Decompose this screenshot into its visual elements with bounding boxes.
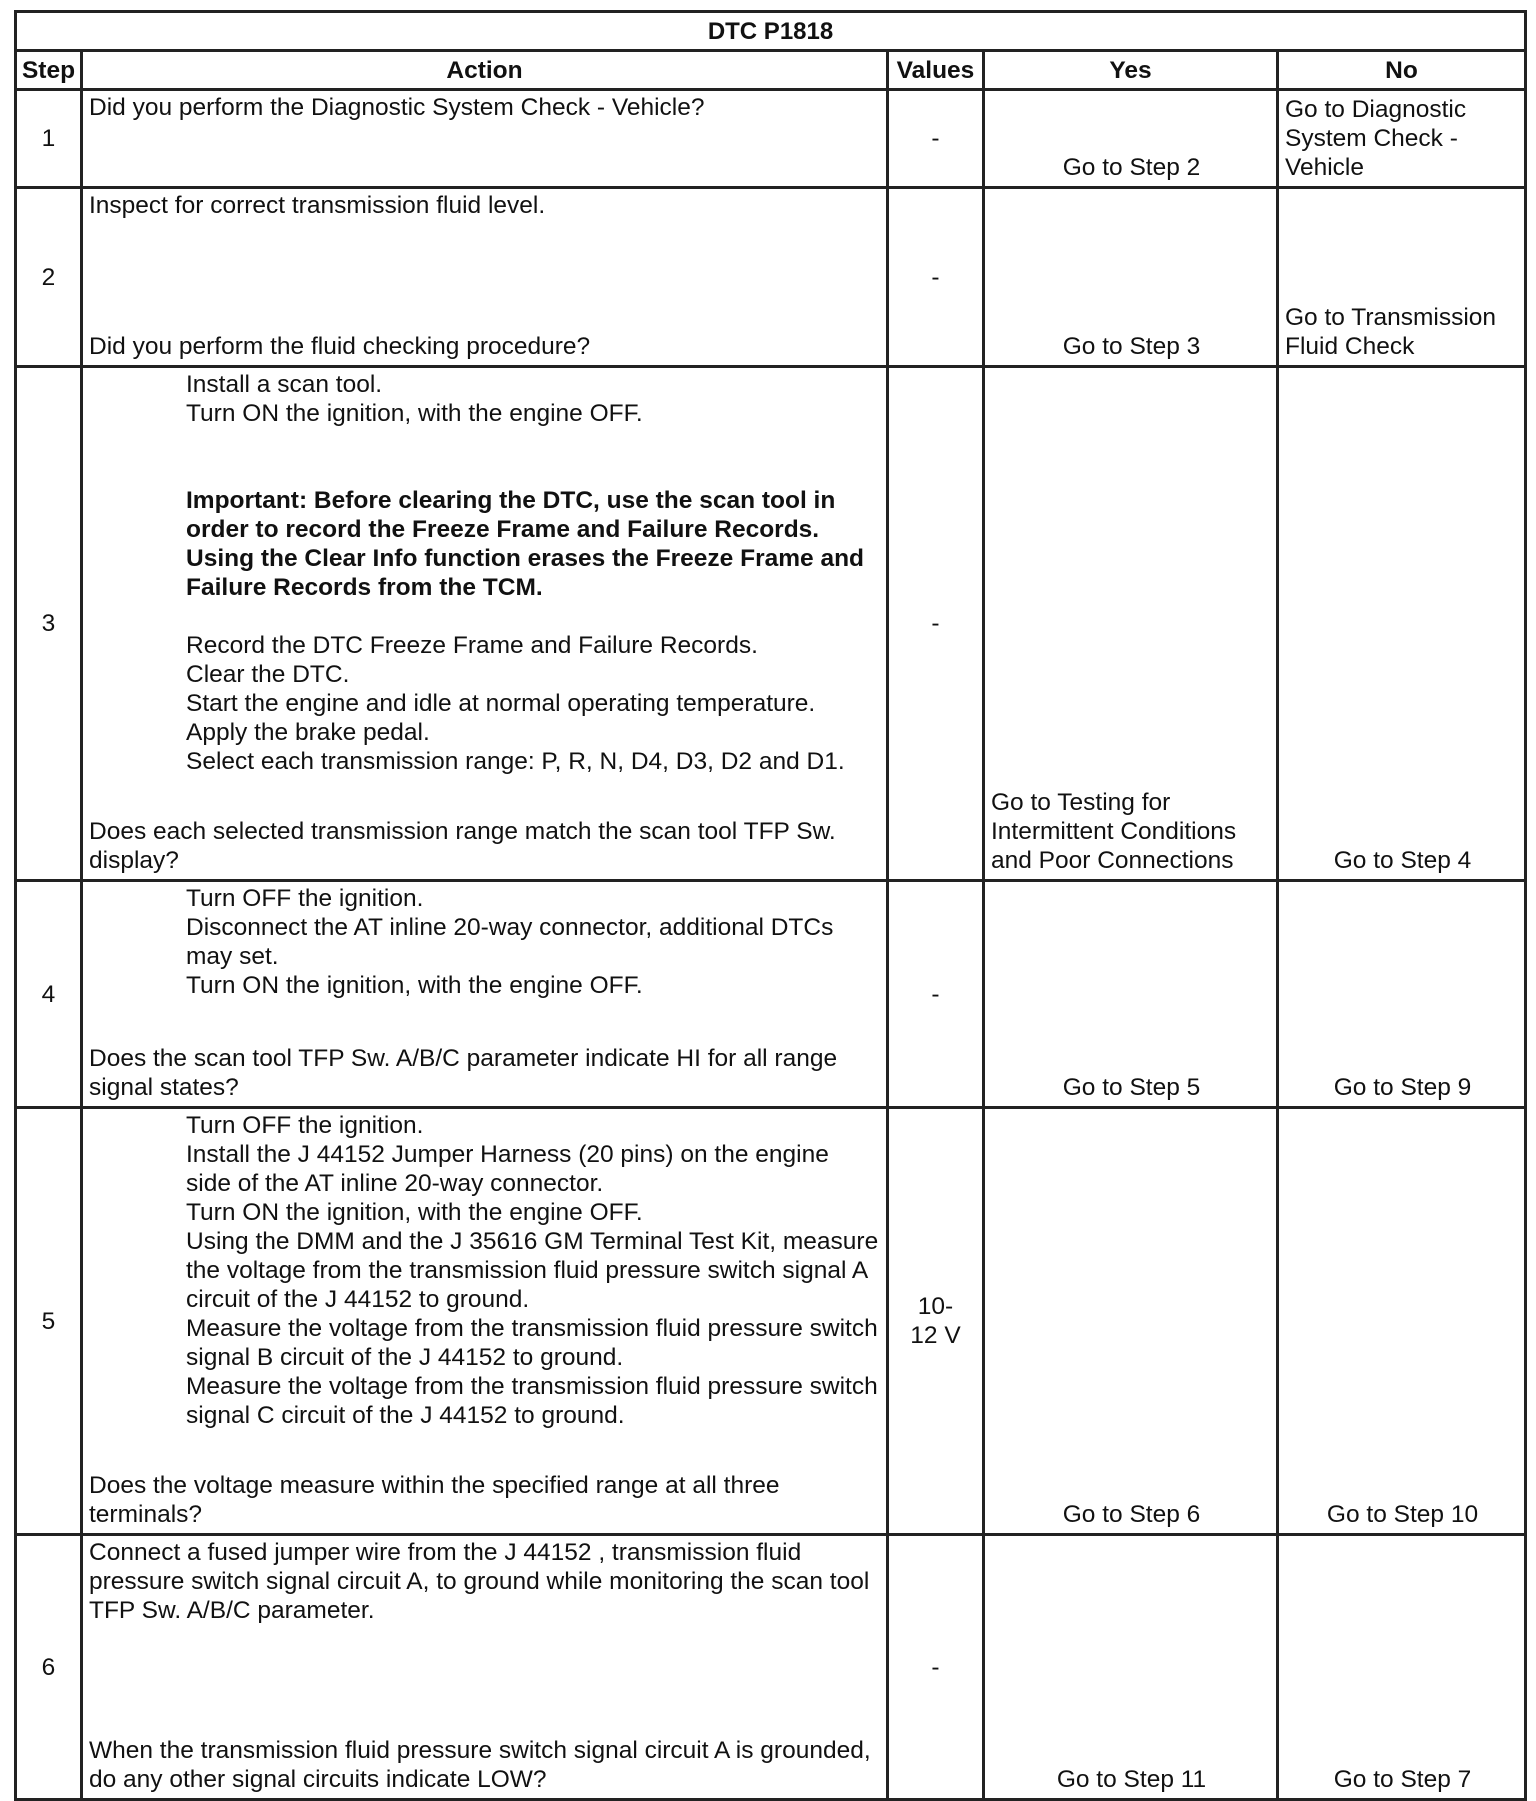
action-cell xyxy=(82,1535,888,1800)
substep: Install the J 44152 Jumper Harness (20 pins) on the engine side of the AT inline 20-way connector. xyxy=(186,1141,829,1197)
substep: Select each transmission range: P, R, N, D4, D3, D2 and D1. xyxy=(186,748,845,775)
table-title: DTC P1818 xyxy=(16,12,1526,51)
substep: Measure the voltage from the transmission fluid pressure switch signal C circuit of the J 44152 to ground. xyxy=(186,1373,878,1429)
substep: Install a scan tool. xyxy=(186,371,383,398)
header-step: Step xyxy=(16,51,82,90)
table-row xyxy=(16,1535,1526,1800)
substep: Turn ON the ignition, with the engine OFF. xyxy=(186,1199,643,1226)
action-text: Inspect for correct transmission fluid level. xyxy=(89,192,546,219)
header-no: No xyxy=(1278,51,1526,90)
action-question: Does the voltage measure within the specified range at all three terminals? xyxy=(89,1472,780,1528)
action-question: Does each selected transmission range match the scan tool TFP Sw. display? xyxy=(89,818,836,874)
value-cell: - xyxy=(888,188,984,367)
value-cell xyxy=(888,1108,984,1535)
important-note: Important: Before clearing the DTC, use the scan tool in order to record the Freeze Frame and Failure Records. Using the Clear Info function erases the Freeze Frame and Failure Records from the TCM. xyxy=(186,487,864,601)
action-question: When the transmission fluid pressure switch signal circuit A is grounded, do any other signal circuits indicate LOW? xyxy=(89,1737,871,1793)
action-cell xyxy=(82,367,888,881)
yes-cell: Go to Step 6 xyxy=(984,1108,1278,1535)
action-question: Did you perform the fluid checking procedure? xyxy=(89,333,591,360)
yes-cell: Go to Step 11 xyxy=(984,1535,1278,1800)
dtc-table-sheet xyxy=(14,10,1524,1801)
substep: Turn ON the ignition, with the engine OFF. xyxy=(186,972,643,999)
header-row xyxy=(16,51,1526,90)
substep-group xyxy=(83,1109,886,1430)
action-cell xyxy=(82,881,888,1108)
substep: Record the DTC Freeze Frame and Failure Records. xyxy=(186,632,758,659)
table-row xyxy=(16,881,1526,1108)
substep: Apply the brake pedal. xyxy=(186,719,430,746)
action-question: Does the scan tool TFP Sw. A/B/C parameter indicate HI for all range signal states? xyxy=(89,1045,838,1101)
action-cell xyxy=(82,188,888,367)
substep: Clear the DTC. xyxy=(186,661,350,688)
title-row xyxy=(16,12,1526,51)
yes-cell: Go to Step 3 xyxy=(984,188,1278,367)
value-cell: - xyxy=(888,1535,984,1800)
no-cell: Go to Diagnostic System Check - Vehicle xyxy=(1278,90,1526,188)
substep: Turn ON the ignition, with the engine OFF. xyxy=(186,400,643,427)
substep: Measure the voltage from the transmission fluid pressure switch signal B circuit of the J 44152 to ground. xyxy=(186,1315,878,1371)
action-text: Did you perform the Diagnostic System Check - Vehicle? xyxy=(89,94,705,121)
value-text: 10-12 V xyxy=(910,1293,961,1349)
no-cell: Go to Step 7 xyxy=(1278,1535,1526,1800)
action-text: Connect a fused jumper wire from the J 44152 , transmission fluid pressure switch signal circuit A, to ground while monitoring the scan tool TFP Sw. A/B/C parameter. xyxy=(89,1539,870,1624)
substep: Start the engine and idle at normal operating temperature. xyxy=(186,690,816,717)
step-number: 3 xyxy=(16,367,82,881)
no-cell: Go to Step 9 xyxy=(1278,881,1526,1108)
header-yes: Yes xyxy=(984,51,1278,90)
value-cell: - xyxy=(888,90,984,188)
no-cell: Go to Step 4 xyxy=(1278,367,1526,881)
substep: Disconnect the AT inline 20-way connector, additional DTCs may set. xyxy=(186,914,834,970)
value-cell: - xyxy=(888,367,984,881)
step-number: 5 xyxy=(16,1108,82,1535)
substep: Turn OFF the ignition. xyxy=(186,885,424,912)
header-action: Action xyxy=(82,51,888,90)
substep-group xyxy=(83,368,886,776)
yes-cell: Go to Step 5 xyxy=(984,881,1278,1108)
header-values: Values xyxy=(888,51,984,90)
no-cell: Go to Step 10 xyxy=(1278,1108,1526,1535)
table-row xyxy=(16,188,1526,367)
dtc-table xyxy=(14,10,1527,1801)
step-number: 6 xyxy=(16,1535,82,1800)
step-number: 4 xyxy=(16,881,82,1108)
yes-cell: Go to Step 2 xyxy=(984,90,1278,188)
substep-group xyxy=(83,882,886,1000)
action-cell xyxy=(82,90,888,188)
table-row xyxy=(16,367,1526,881)
step-number: 2 xyxy=(16,188,82,367)
table-row xyxy=(16,90,1526,188)
value-cell: - xyxy=(888,881,984,1108)
substep: Using the DMM and the J 35616 GM Terminal Test Kit, measure the voltage from the transmission fluid pressure switch signal A circuit of the J 44152 to ground. xyxy=(186,1228,879,1313)
table-row xyxy=(16,1108,1526,1535)
action-cell xyxy=(82,1108,888,1535)
no-cell: Go to Transmission Fluid Check xyxy=(1278,188,1526,367)
yes-cell: Go to Testing for Intermittent Conditions and Poor Connections xyxy=(984,367,1278,881)
step-number: 1 xyxy=(16,90,82,188)
substep: Turn OFF the ignition. xyxy=(186,1112,424,1139)
